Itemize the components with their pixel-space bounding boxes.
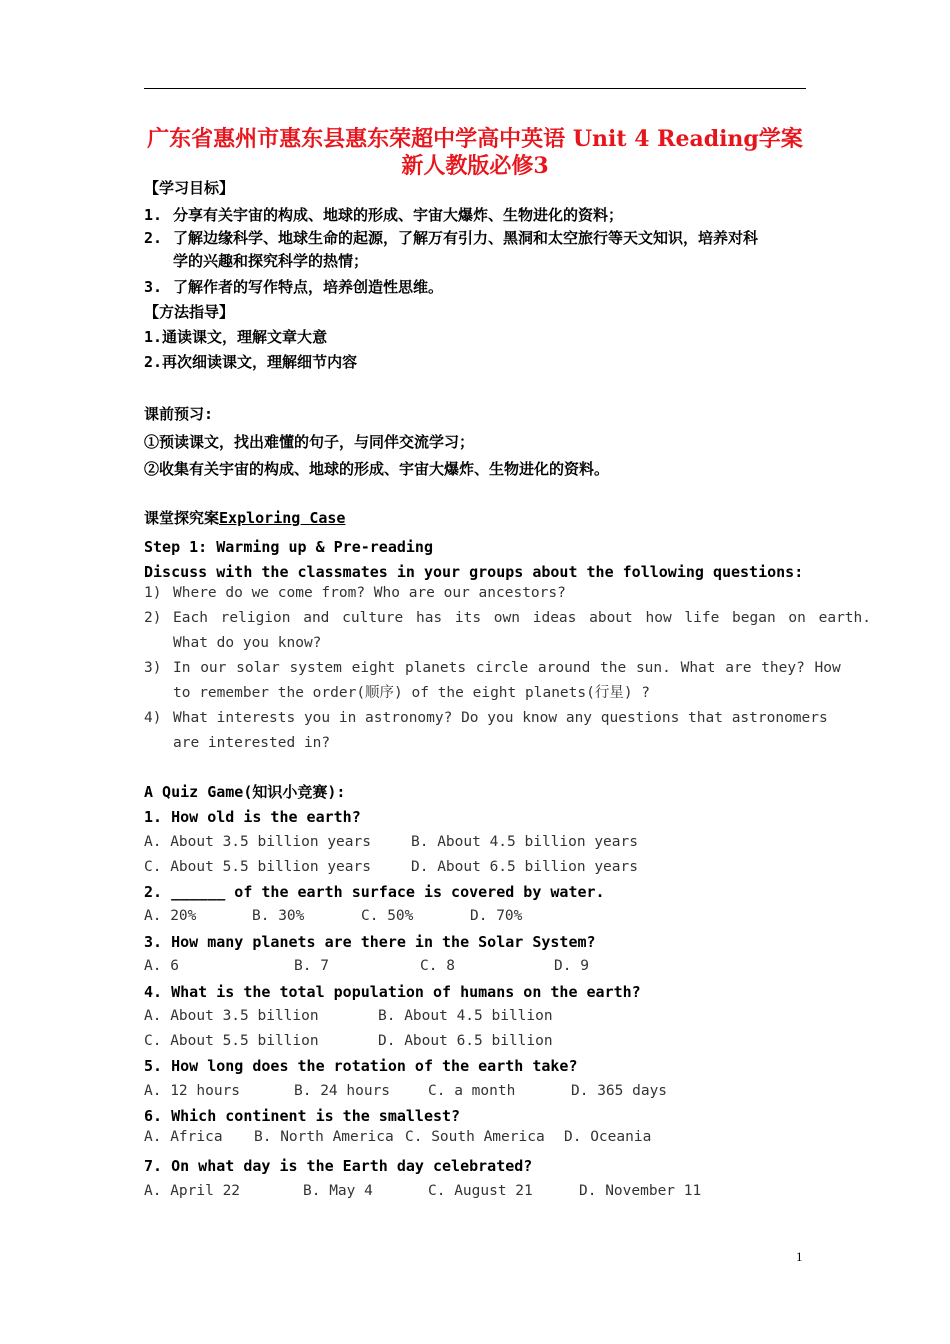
header-rule — [144, 88, 806, 89]
quiz-option: D. 365 days — [571, 1083, 668, 1099]
question-num: 4) — [144, 710, 162, 726]
quiz-option: C. South America — [405, 1129, 545, 1145]
explore-heading-cn: 课堂探究案 — [144, 509, 220, 527]
discuss-instruction: Discuss with the classmates in your groups about the following questions: — [144, 563, 804, 581]
quiz-question-4: 4. What is the total population of humans on the earth? — [144, 983, 641, 1001]
quiz-option: B. 30% — [252, 908, 305, 924]
quiz-option: B. 7 — [294, 958, 329, 974]
question-num: 1) — [144, 585, 162, 601]
question-4-cont: are interested in? — [173, 735, 331, 751]
quiz-option: C. 50% — [361, 908, 414, 924]
question-text: In our solar system eight planets circle around the sun. What are they? How — [173, 660, 841, 676]
preview-item-2: ②收集有关宇宙的构成、地球的形成、宇宙大爆炸、生物进化的资料。 — [144, 460, 610, 478]
goal-num: 2. — [144, 229, 163, 247]
quiz-option: C. a month — [428, 1083, 516, 1099]
quiz-option: C. 8 — [420, 958, 455, 974]
quiz-option: D. 9 — [554, 958, 589, 974]
goal-text: 分享有关宇宙的构成、地球的形成、宇宙大爆炸、生物进化的资料； — [173, 206, 624, 224]
quiz-option: D. About 6.5 billion — [378, 1033, 553, 1049]
question-2 — [144, 608, 872, 628]
quiz-option: C. About 5.5 billion — [144, 1033, 319, 1049]
quiz-question-7: 7. On what day is the Earth day celebrated? — [144, 1157, 533, 1175]
quiz-option: D. Oceania — [564, 1129, 652, 1145]
question-text: What interests you in astronomy? Do you know any questions that astronomers — [173, 710, 828, 726]
quiz-question-6: 6. Which continent is the smallest? — [144, 1107, 461, 1125]
question-3 — [144, 658, 841, 678]
quiz-option: A. April 22 — [144, 1183, 241, 1199]
quiz-option: B. 24 hours — [294, 1083, 391, 1099]
goal-item-2-cont: 学的兴趣和探究科学的热情； — [173, 252, 369, 270]
quiz-option: C. August 21 — [428, 1183, 533, 1199]
quiz-option: A. 20% — [144, 908, 197, 924]
document-title-line1: 广东省惠州市惠东县惠东荣超中学高中英语 Unit 4 Reading学案 — [147, 126, 803, 152]
preview-heading: 课前预习: — [144, 405, 214, 423]
quiz-option: B. North America — [254, 1129, 394, 1145]
quiz-option: A. About 3.5 billion years — [144, 834, 371, 850]
quiz-option: D. About 6.5 billion years — [411, 859, 638, 875]
question-3-cont: to remember the order(顺序) of the eight planets(行星) ? — [173, 685, 651, 701]
quiz-option: A. Africa — [144, 1129, 223, 1145]
question-num: 2) — [144, 610, 162, 626]
preview-item-1: ①预读课文，找出难懂的句子，与同伴交流学习； — [144, 433, 475, 451]
quiz-option: B. May 4 — [303, 1183, 373, 1199]
goal-item-1 — [144, 205, 624, 225]
goal-item-3 — [144, 277, 444, 297]
question-text: Each religion and culture has its own ideas about how life began on earth. — [173, 610, 872, 626]
question-num: 3) — [144, 660, 162, 676]
goal-num: 3. — [144, 278, 163, 296]
question-text: Where do we come from? Who are our ancestors? — [173, 585, 566, 601]
method-item-1: 1.通读课文，理解文章大意 — [144, 328, 328, 346]
quiz-option: A. 6 — [144, 958, 179, 974]
quiz-option: C. About 5.5 billion years — [144, 859, 371, 875]
goal-text: 了解作者的写作特点，培养创造性思维。 — [173, 278, 444, 296]
quiz-question-5: 5. How long does the rotation of the earth take? — [144, 1057, 578, 1075]
step1-heading: Step 1: Warming up & Pre-reading — [144, 538, 433, 556]
goal-item-2 — [144, 228, 759, 248]
question-1 — [144, 583, 566, 603]
question-4 — [144, 708, 828, 728]
method-heading: 【方法指导】 — [144, 303, 235, 321]
quiz-option: D. 70% — [470, 908, 523, 924]
quiz-question-3: 3. How many planets are there in the Solar System? — [144, 933, 596, 951]
goal-text: 了解边缘科学、地球生命的起源，了解万有引力、黑洞和太空旅行等天文知识，培养对科 — [173, 229, 759, 247]
goal-num: 1. — [144, 206, 163, 224]
method-item-2: 2.再次细读课文，理解细节内容 — [144, 353, 358, 371]
quiz-heading: A Quiz Game(知识小竞赛): — [144, 783, 346, 801]
quiz-question-2: 2. ______ of the earth surface is covered by water. — [144, 883, 605, 901]
quiz-option: B. About 4.5 billion — [378, 1008, 553, 1024]
explore-heading-en: Exploring Case — [219, 509, 346, 527]
quiz-option: A. 12 hours — [144, 1083, 241, 1099]
page-number: 1 — [796, 1249, 803, 1264]
quiz-option: A. About 3.5 billion — [144, 1008, 319, 1024]
document-title-line2: 新人教版必修3 — [401, 153, 549, 179]
goals-heading: 【学习目标】 — [144, 179, 235, 197]
quiz-option: D. November 11 — [579, 1183, 702, 1199]
explore-heading — [144, 508, 345, 528]
quiz-question-1: 1. How old is the earth? — [144, 808, 361, 826]
question-2-cont: What do you know? — [173, 635, 322, 651]
quiz-option: B. About 4.5 billion years — [411, 834, 638, 850]
